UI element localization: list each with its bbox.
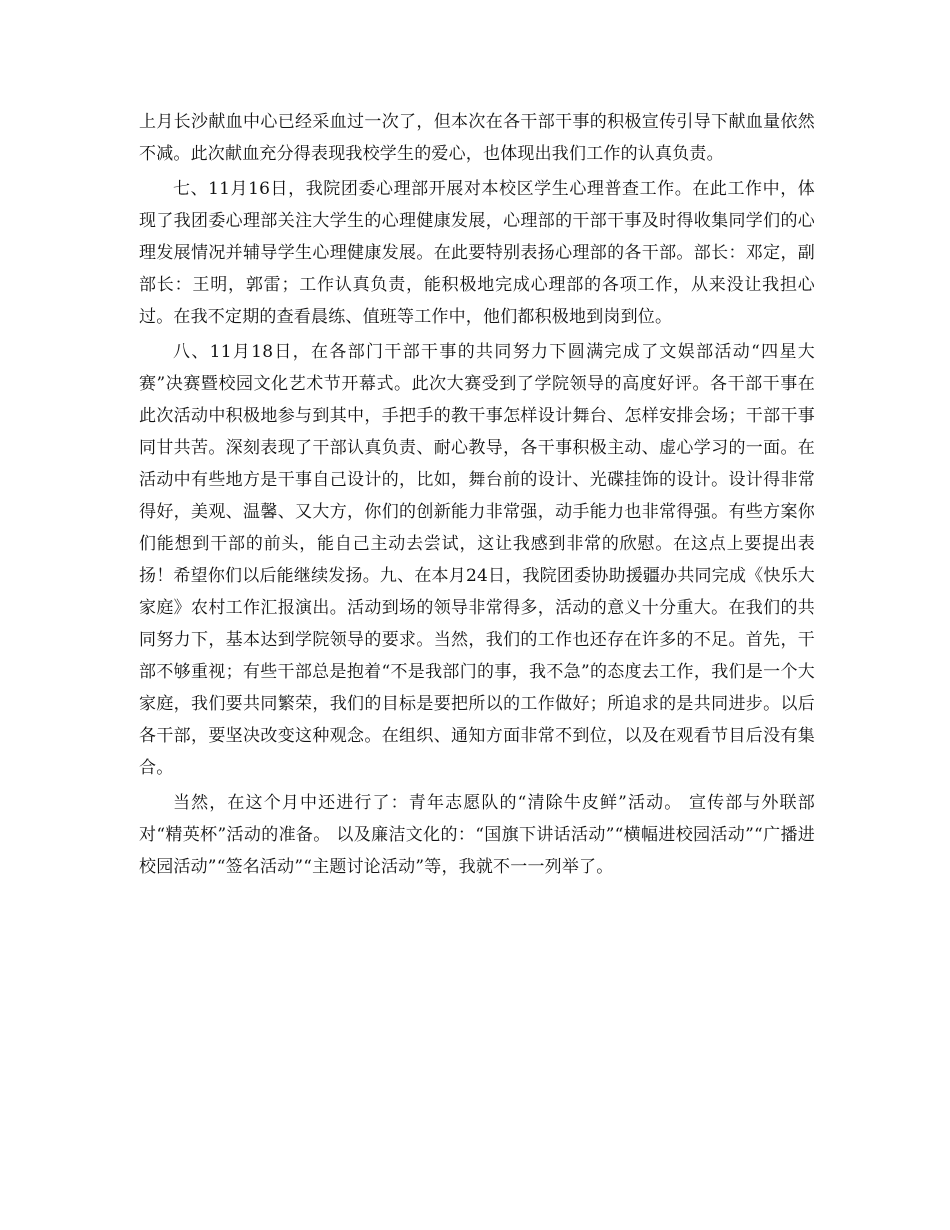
paragraph-blood-donation-continued: 上月长沙献血中心已经采血过一次了，但本次在各干部干事的积极宣传引导下献血量依然不减。此次献血充分得表现我校学生的爱心，也体现出我们工作的认真负责。 bbox=[139, 112, 815, 164]
paragraph-other-activities: 当然，在这个月中还进行了：青年志愿队的“清除牛皮鲜”活动。 宣传部与外联部对“精英杯”活动的准备。 以及廉洁文化的：“国旗下讲话活动”“横幅进校园活动”“广播进校园活动”“签名活动”“主题讨论活动”等，我就不一一列举了。 bbox=[139, 793, 815, 877]
paragraph-psychology-survey: 七、11月16日，我院团委心理部开展对本校区学生心理普查工作。在此工作中，体现了我团委心理部关注大学生的心理健康发展，心理部的干部干事及时得收集同学们的心理发展情况并辅导学生心理健康发展。在此要特别表扬心理部的各干部。部长：邓定，副部长：王明，郭雷；工作认真负责，能积极地完成心理部的各项工作，从来没让我担心过。在我不定期的查看晨练、值班等工作中，他们都积极地到岗到位。 bbox=[139, 179, 815, 327]
document-body bbox=[139, 106, 815, 886]
paragraph-four-star-contest: 八、11月18日，在各部门干部干事的共同努力下圆满完成了文娱部活动“四星大赛”决赛暨校园文化艺术节开幕式。此次大赛受到了学院领导的高度好评。各干部干事在此次活动中积极地参与到其中，手把手的教干事怎样设计舞台、怎样安排会场；干部干事同甘共苦。深刻表现了干部认真负责、耐心教导，各干事积极主动、虚心学习的一面。在活动中有些地方是干事自己设计的，比如，舞台前的设计、光碟挂饰的设计。设计得非常得好，美观、温馨、又大方，你们的创新能力非常强，动手能力也非常得强。有些方案你们能想到干部的前头，能自己主动去尝试，这让我感到非常的欣慰。在这点上要提出表扬！希望你们以后能继续发扬。九、在本月24日，我院团委协助援疆办共同完成《快乐大家庭》农村工作汇报演出。活动到场的领导非常得多，活动的意义十分重大。在我们的共同努力下，基本达到学院领导的要求。当然，我们的工作也还存在许多的不足。首先，干部不够重视；有些干部总是抱着“不是我部门的事，我不急”的态度去工作，我们是一个大家庭，我们要共同繁荣，我们的目标是要把所以的工作做好；所追求的是共同进步。以后各干部，要坚决改变这种观念。在组织、通知方面非常不到位，以及在观看节目后没有集合。 bbox=[139, 342, 815, 778]
